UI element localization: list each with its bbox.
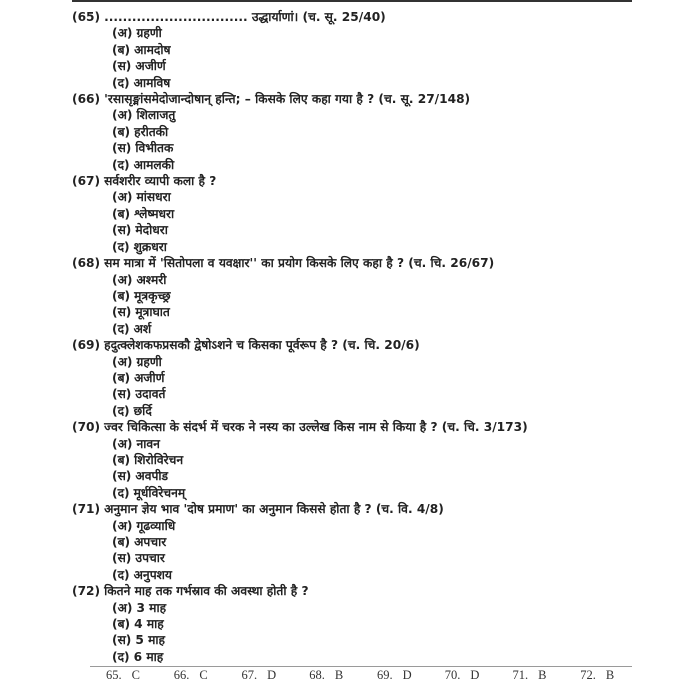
option-key: (द)	[112, 485, 130, 500]
option-item	[112, 206, 652, 222]
option-key: (अ)	[112, 600, 133, 615]
option-item	[112, 518, 652, 534]
answer-number: 71.	[512, 668, 529, 682]
option-key: (द)	[112, 403, 130, 418]
option-list	[72, 25, 652, 91]
question	[72, 419, 652, 501]
option-item	[112, 567, 652, 583]
answer-letter: B	[538, 668, 547, 682]
question-stem	[72, 337, 652, 353]
option-item	[112, 304, 652, 320]
question-stem	[72, 91, 652, 107]
option-item	[112, 649, 652, 665]
option-key: (अ)	[112, 26, 133, 41]
option-item	[112, 272, 652, 288]
question-stem	[72, 255, 652, 271]
question-text: सम मात्रा में 'सितोपला व यवक्षार'' का प्रयोग किसके लिए कहा है ? (च. चि. 26/67)	[104, 256, 495, 271]
option-item	[112, 107, 652, 123]
option-text: नावन	[136, 436, 160, 451]
option-text: श्लेष्मधरा	[134, 206, 175, 221]
option-item	[112, 436, 652, 452]
option-key: (स)	[112, 551, 132, 566]
question-number: (65)	[72, 10, 101, 24]
option-text: शिरोविरेचन	[134, 452, 184, 467]
option-item	[112, 222, 652, 238]
answer-key-item	[497, 668, 565, 683]
option-key: (द)	[112, 321, 130, 336]
option-text: अश्मरी	[136, 272, 167, 287]
option-text: ग्रहणी	[136, 26, 162, 41]
option-list	[72, 436, 652, 502]
question-text: 'रसासृङ्मांसमेदोजान्दोषान् हन्ति; – किसके लिए कहा गया है ? (च. सू. 27/148)	[104, 92, 471, 107]
option-list	[72, 600, 652, 666]
option-item	[112, 386, 652, 402]
answer-key-item	[226, 668, 294, 683]
option-key: (ब)	[112, 42, 131, 57]
answer-key-divider	[90, 666, 632, 667]
option-key: (स)	[112, 141, 132, 156]
answer-number: 72.	[580, 668, 596, 682]
option-text: उदावर्त	[135, 387, 166, 402]
question-number: (66)	[72, 92, 101, 107]
option-key: (ब)	[112, 206, 131, 221]
question-number: (70)	[72, 420, 101, 435]
question	[72, 173, 652, 255]
option-key: (अ)	[112, 272, 133, 287]
option-key: (स)	[112, 59, 132, 74]
option-key: (स)	[112, 633, 132, 648]
question-stem	[72, 501, 652, 517]
option-item	[112, 140, 652, 156]
option-item	[112, 354, 652, 370]
answer-number: 70.	[444, 668, 461, 682]
question	[72, 337, 652, 419]
option-key: (अ)	[112, 108, 133, 123]
question-stem	[72, 9, 652, 25]
option-text: 3 माह	[136, 600, 167, 615]
option-list	[72, 272, 652, 338]
answer-key-item	[564, 668, 632, 683]
option-key: (द)	[112, 239, 130, 254]
question-text: कितने माह तक गर्भस्राव की अवस्था होती है ?	[104, 584, 309, 599]
option-text: 6 माह	[133, 649, 164, 664]
answer-number: 68.	[309, 668, 325, 682]
option-key: (स)	[112, 223, 132, 238]
option-list	[72, 107, 652, 173]
option-text: शुक्रधरा	[133, 239, 167, 254]
option-item	[112, 632, 652, 648]
question-number: (72)	[72, 584, 101, 599]
question-number: (67)	[72, 174, 101, 189]
option-item	[112, 616, 652, 632]
question-stem	[72, 583, 652, 599]
option-text: शिलाजतु	[136, 108, 176, 123]
option-text: गूढव्याधि	[136, 518, 176, 533]
answer-key-item	[158, 668, 226, 683]
answer-letter: B	[334, 668, 344, 682]
option-text: अजीर्ण	[134, 370, 165, 385]
option-item	[112, 403, 652, 419]
option-key: (ब)	[112, 370, 131, 385]
answer-key	[90, 668, 632, 683]
option-text: अनुपशय	[133, 567, 172, 582]
option-list	[72, 354, 652, 420]
option-item	[112, 42, 652, 58]
option-item	[112, 189, 652, 205]
question	[72, 501, 652, 583]
option-key: (अ)	[112, 518, 133, 533]
answer-letter: B	[605, 668, 615, 682]
option-key: (द)	[112, 567, 130, 582]
answer-number: 66.	[173, 668, 190, 682]
option-text: विभीतक	[135, 141, 174, 156]
option-key: (ब)	[112, 288, 131, 303]
answer-key-item	[361, 668, 429, 683]
answer-number: 65.	[106, 668, 122, 682]
option-key: (ब)	[112, 617, 131, 632]
option-item	[112, 534, 652, 550]
option-key: (अ)	[112, 354, 133, 369]
option-key: (ब)	[112, 452, 131, 467]
question-number: (69)	[72, 338, 101, 353]
option-item	[112, 157, 652, 173]
answer-number: 67.	[241, 668, 258, 682]
answer-key-item	[90, 668, 158, 683]
option-text: उपचार	[135, 551, 165, 566]
option-key: (ब)	[112, 535, 131, 549]
answer-letter: D	[402, 668, 412, 682]
option-text: अजीर्ण	[135, 59, 166, 74]
question-stem	[72, 173, 652, 189]
option-item	[112, 124, 652, 140]
question	[72, 583, 652, 665]
option-list	[72, 189, 652, 255]
option-item	[112, 321, 652, 337]
option-key: (अ)	[112, 190, 133, 205]
question-stem	[72, 419, 652, 435]
question-text: ज्वर चिकित्सा के संदर्भ में चरक ने नस्य का उल्लेख किस नाम से किया है ? (च. चि. 3/173)	[104, 420, 528, 435]
option-item	[112, 600, 652, 616]
option-item	[112, 25, 652, 41]
answer-letter: C	[199, 668, 208, 682]
option-text: मूत्राघात	[135, 305, 170, 320]
answer-key-item	[293, 668, 361, 683]
option-key: (स)	[112, 305, 132, 320]
answer-letter: C	[131, 668, 140, 682]
question-text: सर्वशरीर व्यापी कला है ?	[104, 174, 217, 189]
option-item	[112, 485, 652, 501]
option-key: (ब)	[112, 124, 131, 139]
option-text: आमलकी	[133, 157, 175, 172]
answer-number: 69.	[377, 668, 393, 682]
option-text: मांसधरा	[136, 190, 171, 205]
option-item	[112, 58, 652, 74]
question-number: (71)	[72, 502, 101, 517]
option-key: (अ)	[112, 436, 133, 451]
option-text: ग्रहणी	[136, 354, 162, 369]
option-item	[112, 370, 652, 386]
option-item	[112, 239, 652, 255]
question	[72, 9, 652, 91]
answer-key-item	[429, 668, 497, 683]
option-text: आमदोष	[134, 42, 171, 57]
question-number: (68)	[72, 256, 101, 271]
option-text: मूर्धविरेचनम्	[133, 485, 186, 500]
option-item	[112, 550, 652, 566]
answer-letter: D	[267, 668, 277, 682]
question-list	[72, 9, 652, 665]
option-key: (द)	[112, 75, 130, 90]
option-text: छर्दि	[133, 403, 152, 418]
option-key: (द)	[112, 157, 130, 172]
question-text: ............................... उद्धार्याणां। (च. सू. 25/40)	[104, 10, 386, 24]
question	[72, 255, 652, 337]
option-list	[72, 518, 652, 584]
option-text: आमविष	[133, 75, 171, 90]
option-text: मूत्रकृच्छ्र	[134, 288, 171, 303]
option-item	[112, 75, 652, 91]
option-key: (स)	[112, 387, 132, 402]
question-text: अनुमान ज्ञेय भाव 'दोष प्रमाण' का अनुमान किससे होता है ? (च. वि. 4/8)	[104, 502, 444, 517]
question-text: हदुत्क्लेशकफप्रसकौ द्वेषोऽशने च किसका पूर्वरूप है ? (च. चि. 20/6)	[104, 338, 420, 353]
option-text: 4 माह	[134, 617, 164, 632]
option-item	[112, 288, 652, 304]
answer-letter: D	[470, 668, 480, 682]
option-text: अर्श	[133, 321, 152, 336]
option-text: अपचार	[134, 535, 167, 549]
option-key: (स)	[112, 469, 132, 484]
option-item	[112, 468, 652, 484]
top-rule	[72, 0, 632, 2]
question	[72, 91, 652, 173]
option-text: हरीतकी	[134, 124, 169, 139]
option-text: अवपीड	[135, 469, 169, 484]
option-text: मेदोधरा	[135, 223, 168, 238]
option-item	[112, 452, 652, 468]
option-text: 5 माह	[135, 633, 166, 648]
option-key: (द)	[112, 649, 130, 664]
